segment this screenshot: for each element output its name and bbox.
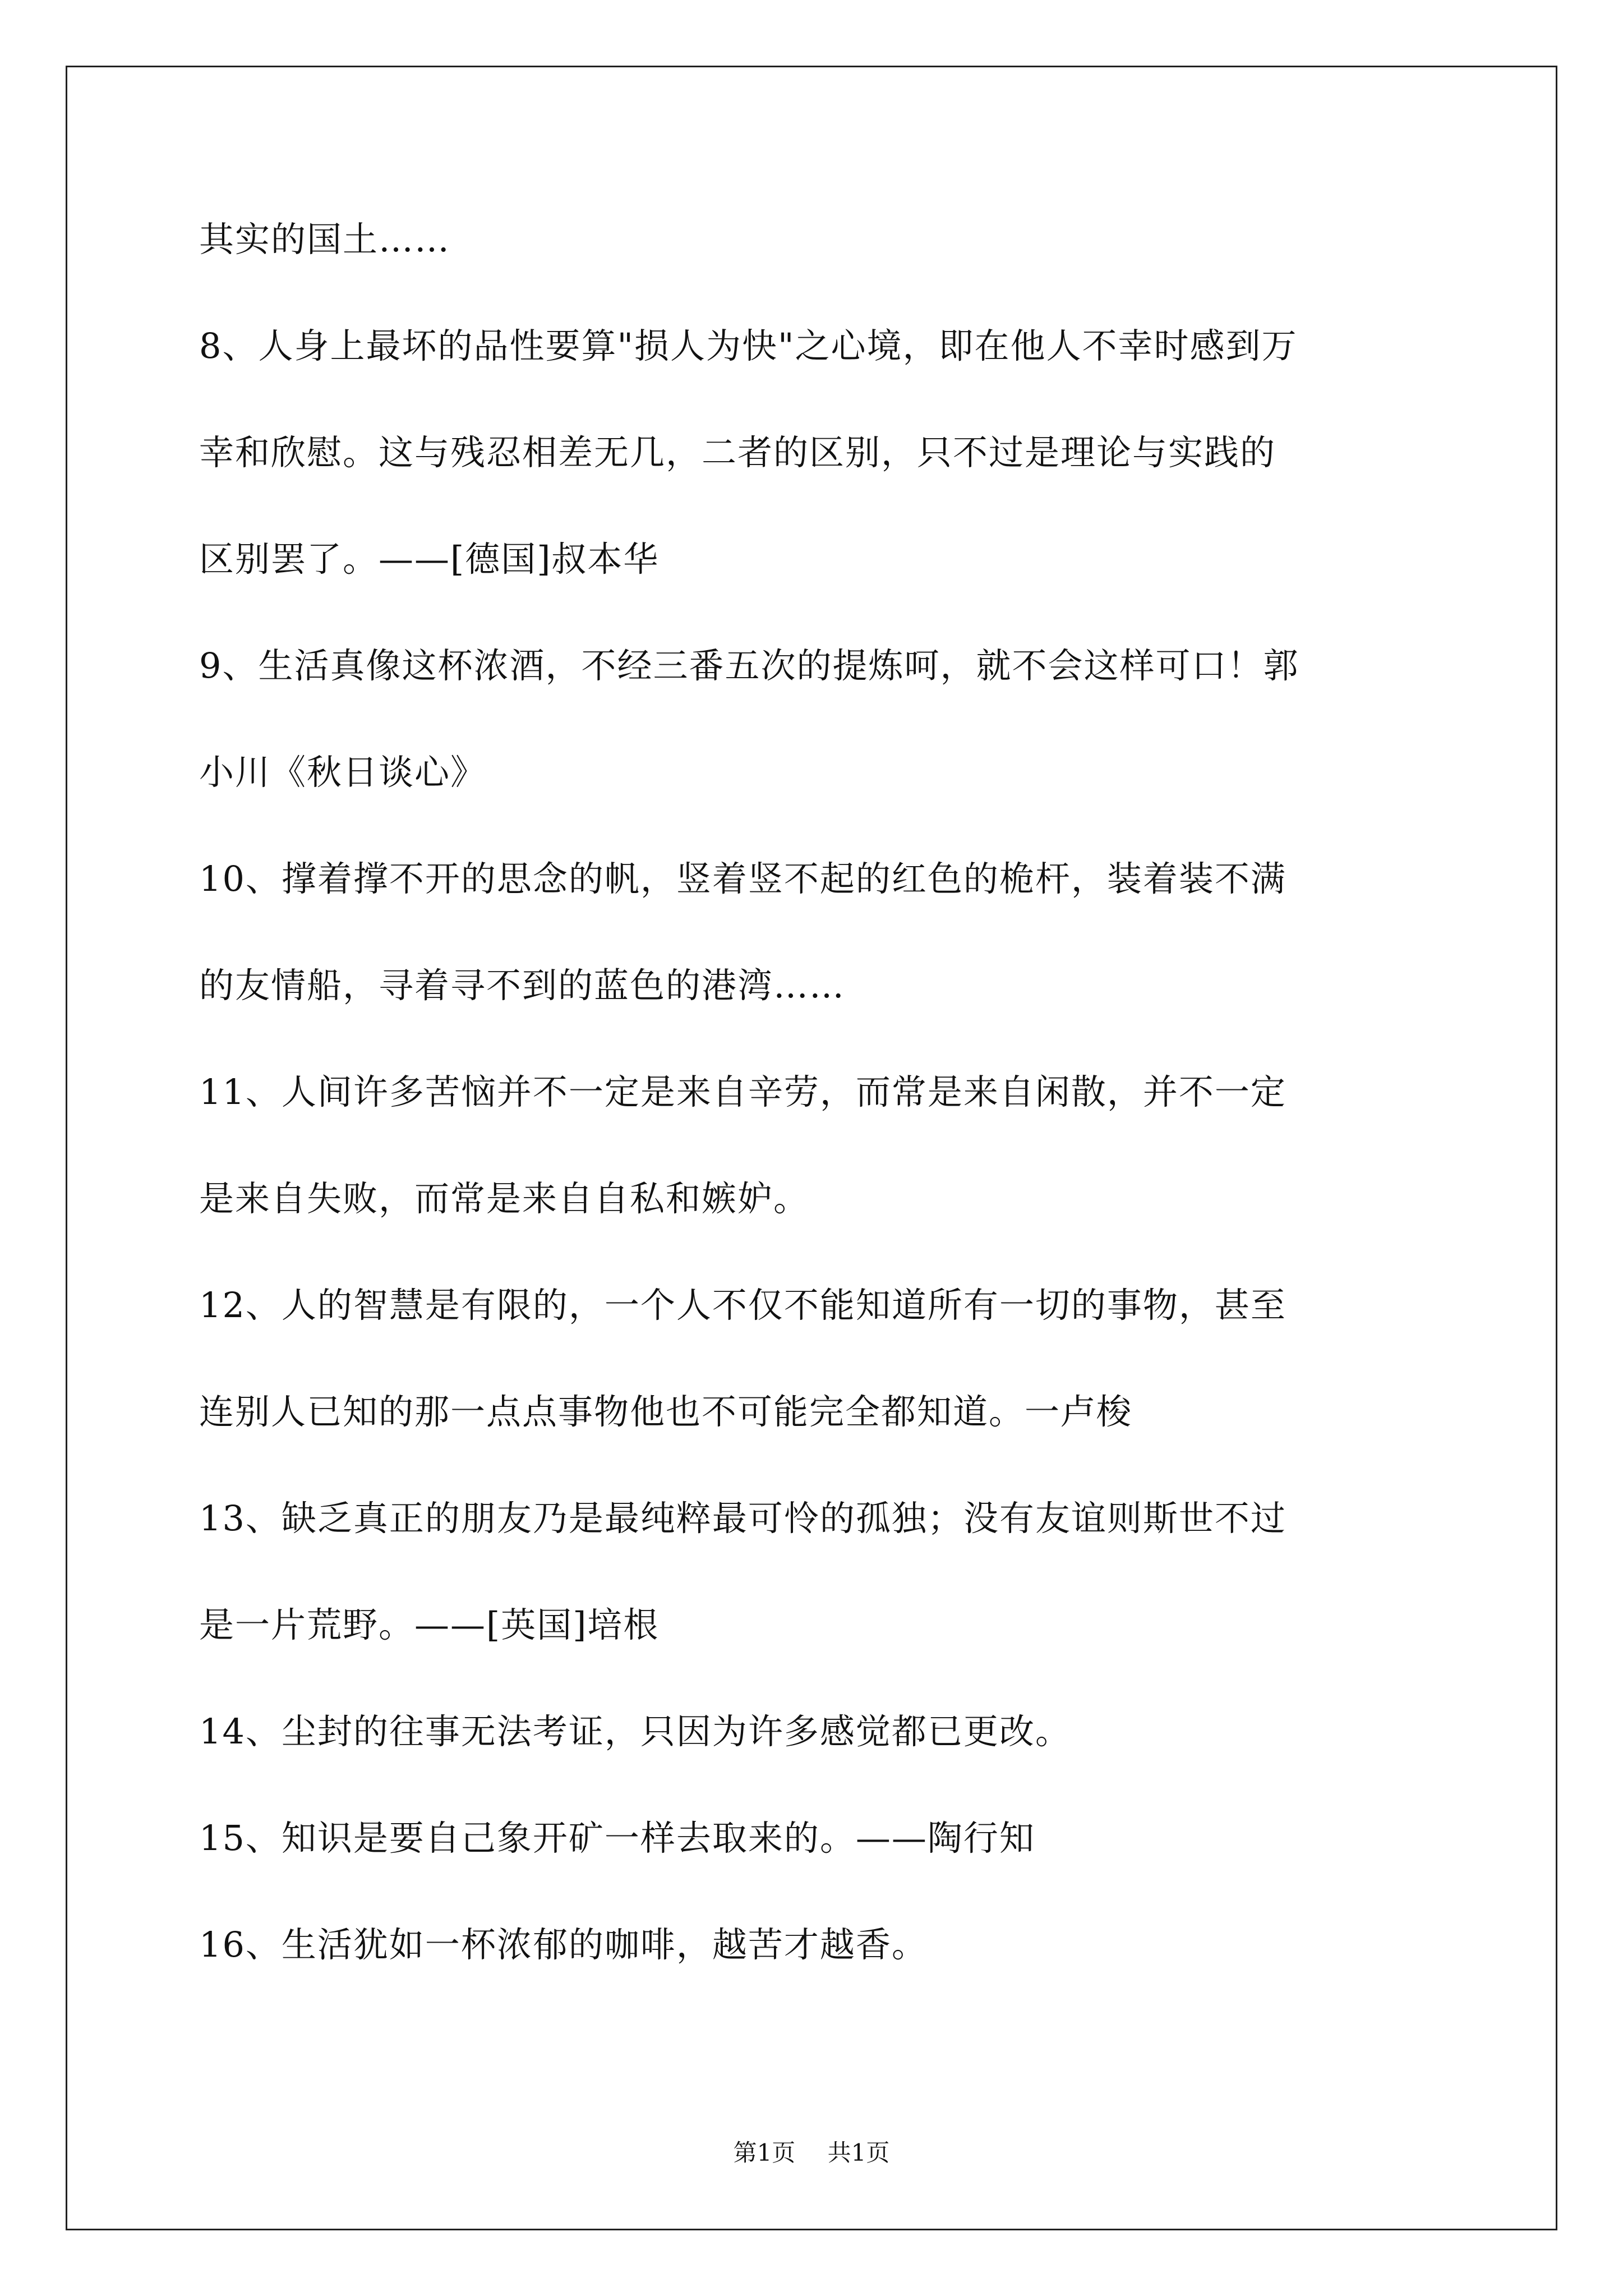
text-line: 14、尘封的往事无法考证，只因为许多感觉都已更改。 xyxy=(199,1711,1071,1752)
text-line: 11、人间许多苦恼并不一定是来自辛劳，而常是来自闲散，并不一定 xyxy=(199,1071,1287,1112)
page-number: 第1页 xyxy=(733,2139,796,2166)
text-line: 12、人的智慧是有限的，一个人不仅不能知道所有一切的事物，甚至 xyxy=(199,1285,1287,1326)
text-line: 13、缺乏真正的朋友乃是最纯粹最可怜的孤独；没有友谊则斯世不过 xyxy=(199,1498,1287,1539)
text-line: 连别人已知的那一点点事物他也不可能完全都知道。一卢梭 xyxy=(199,1391,1133,1432)
text-line: 15、知识是要自己象开矿一样去取来的。——陶行知 xyxy=(199,1818,1035,1858)
document-body xyxy=(199,220,1433,2032)
text-line: 的友情船，寻着寻不到的蓝色的港湾…… xyxy=(199,965,846,1006)
text-line: 是来自失败，而常是来自自私和嫉妒。 xyxy=(199,1178,810,1219)
text-line: 是一片荒野。——[英国]培根 xyxy=(199,1604,660,1645)
text-line: 9、生活真像这杯浓酒，不经三番五次的提炼呵，就不会这样可口！郭 xyxy=(199,645,1299,686)
text-line: 10、撑着撑不开的思念的帆，竖着竖不起的红色的桅杆，装着装不满 xyxy=(199,858,1287,899)
text-line: 8、人身上最坏的品性要算"损人为快"之心境，即在他人不幸时感到万 xyxy=(199,325,1298,366)
page-total: 共1页 xyxy=(827,2139,890,2166)
text-line: 其实的国土…… xyxy=(199,219,451,260)
text-line: 区别罢了。——[德国]叔本华 xyxy=(199,539,660,579)
text-line: 16、生活犹如一杯浓郁的咖啡，越苦才越香。 xyxy=(199,1924,928,1965)
text-line: 小川《秋日谈心》 xyxy=(199,752,487,793)
page-footer xyxy=(0,2134,1623,2168)
text-line: 幸和欣慰。这与残忍相差无几，二者的区别，只不过是理论与实践的 xyxy=(199,432,1276,473)
